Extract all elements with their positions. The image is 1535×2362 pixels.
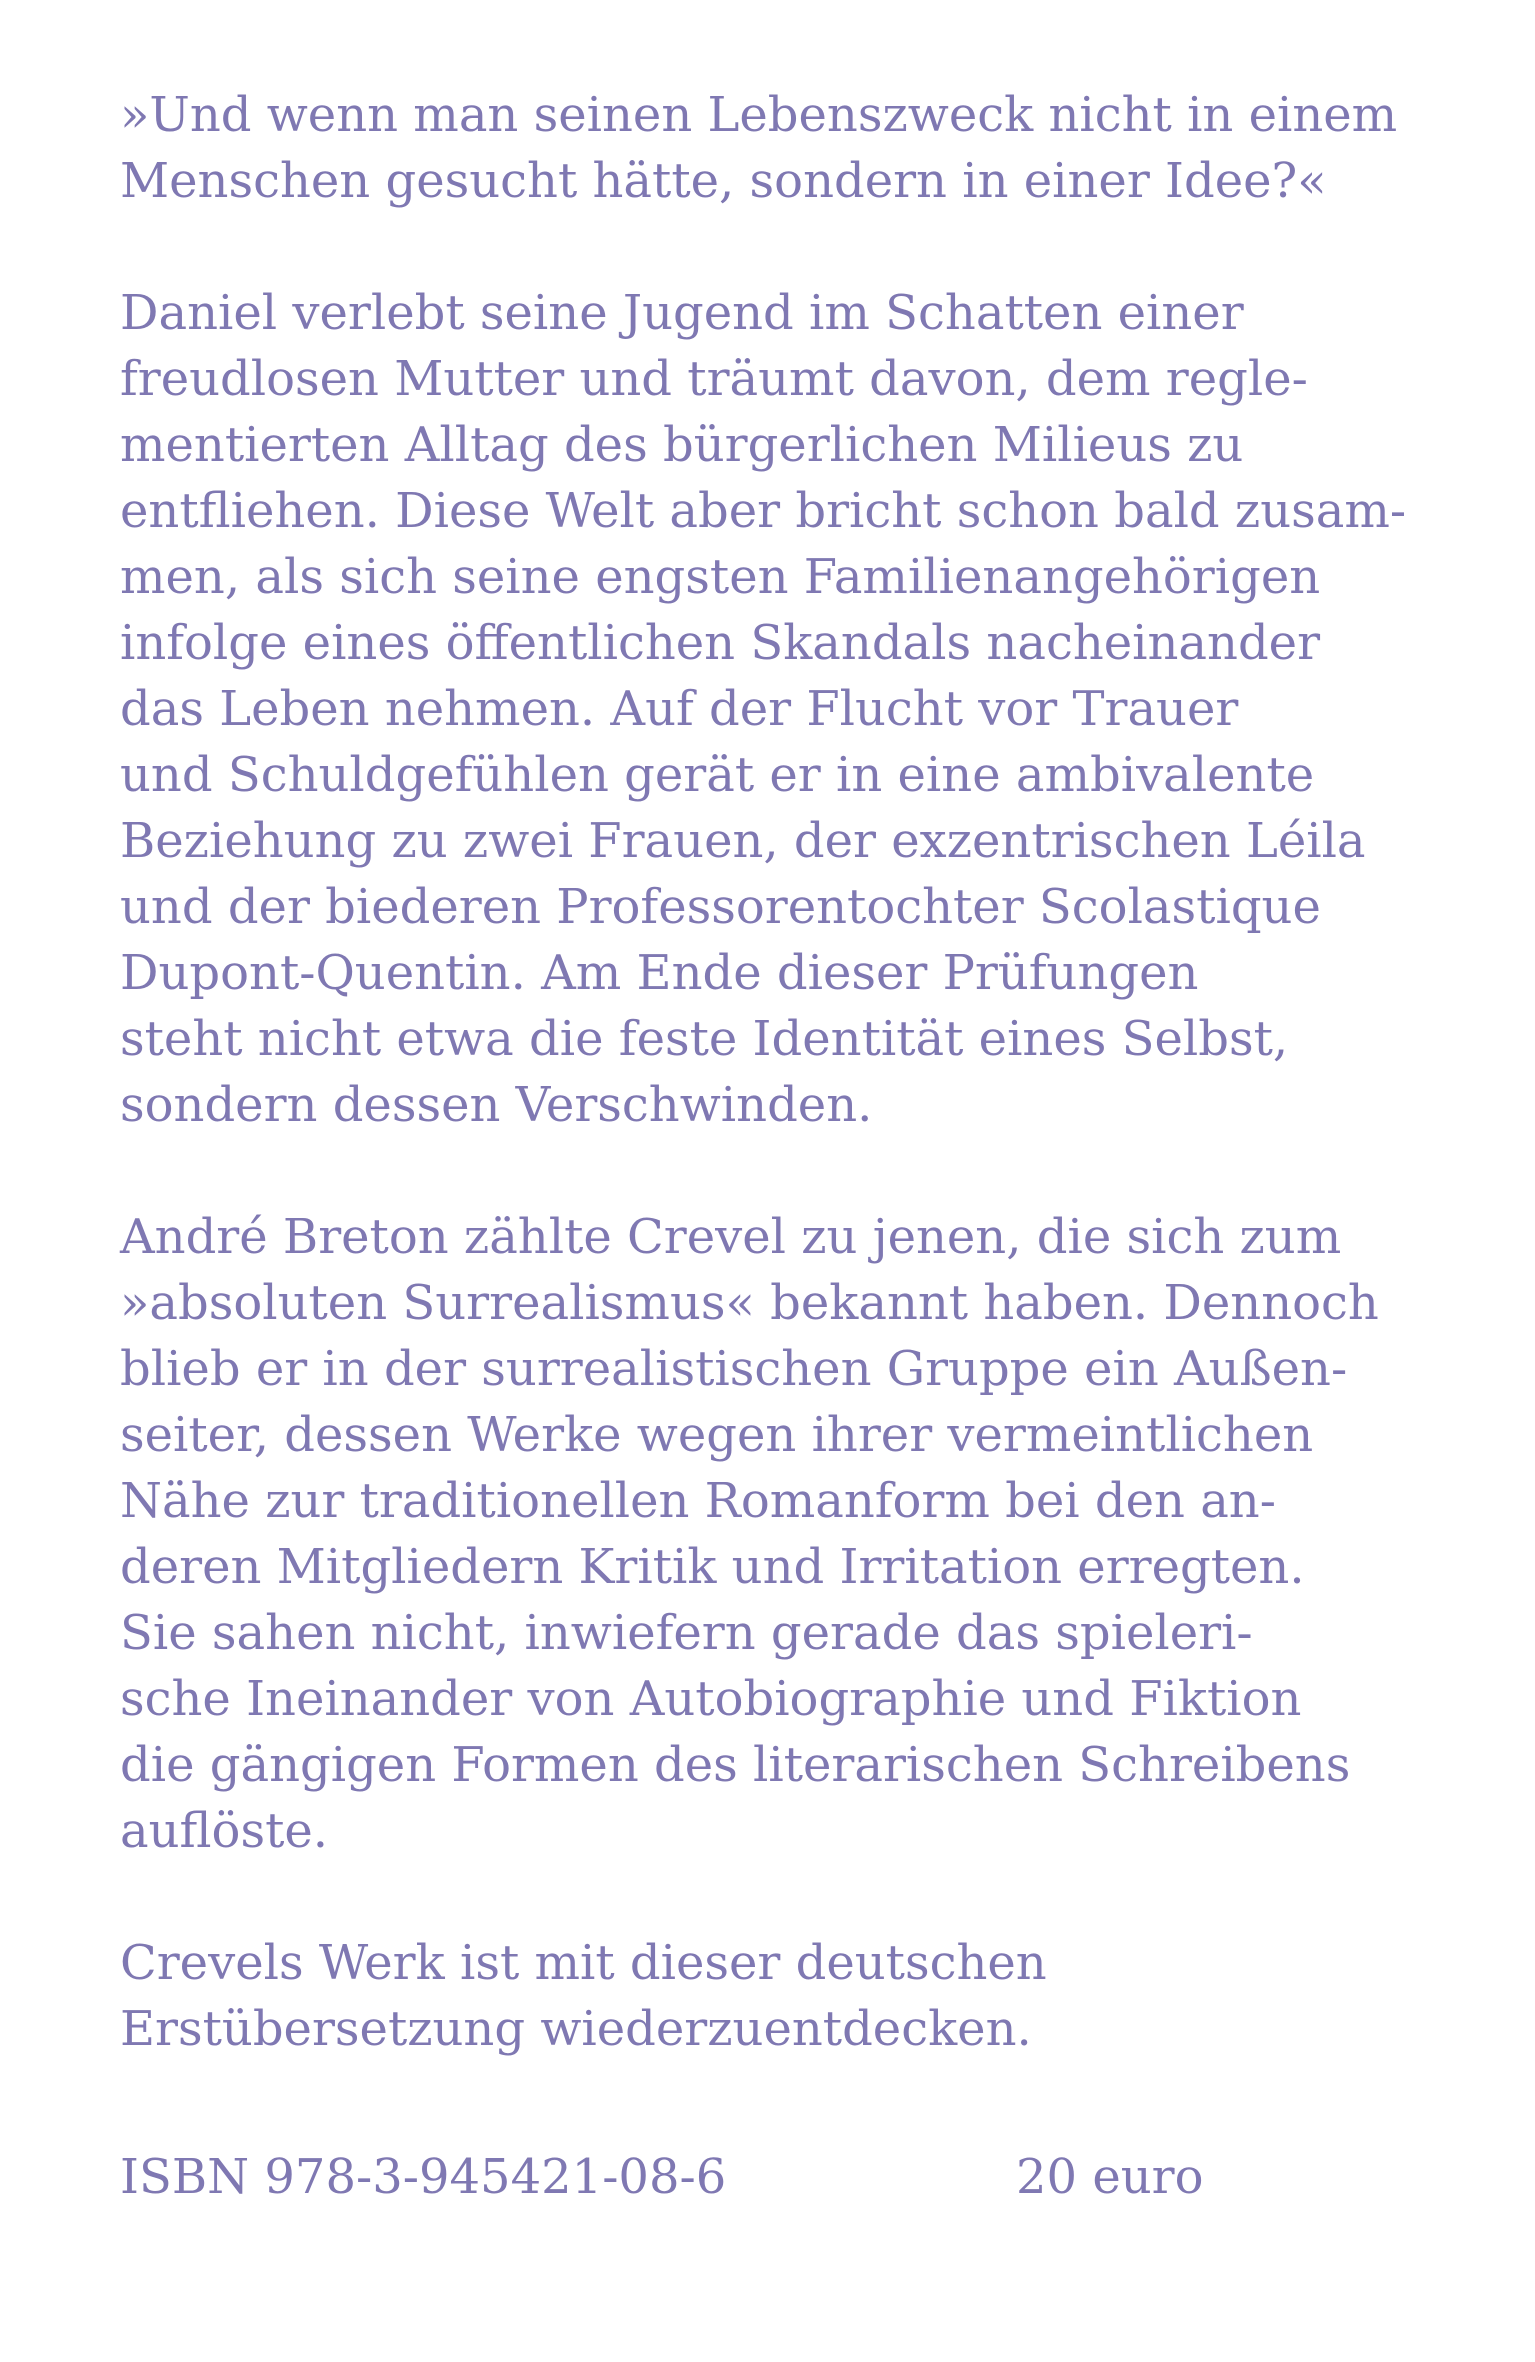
text-line: und Schuldgefühlen gerät er in eine ambivalente bbox=[120, 747, 1315, 803]
text-line: Beziehung zu zwei Frauen, der exzentrischen Léila bbox=[120, 813, 1366, 869]
text-line: deren Mitgliedern Kritik und Irritation erregten. bbox=[120, 1539, 1305, 1595]
paragraph-spacer bbox=[120, 1864, 1420, 1930]
isbn-label: ISBN 978-3-945421-08-6 bbox=[120, 2149, 727, 2205]
paragraph-spacer bbox=[120, 1138, 1420, 1204]
synopsis-paragraph bbox=[120, 280, 1420, 1138]
price-label: 20 euro bbox=[1016, 2149, 1204, 2205]
cover-footer bbox=[120, 2144, 1420, 2210]
text-line: »absoluten Surrealismus« bekannt haben. Dennoch bbox=[120, 1275, 1379, 1331]
text-line: seiter, dessen Werke wegen ihrer vermeintlichen bbox=[120, 1407, 1314, 1463]
blurb-text bbox=[120, 82, 1420, 2062]
text-line: mentierten Alltag des bürgerlichen Milieus zu bbox=[120, 417, 1244, 473]
text-line: Dupont-Quentin. Am Ende dieser Prüfungen bbox=[120, 945, 1199, 1001]
closing-paragraph bbox=[120, 1930, 1420, 2062]
text-line: blieb er in der surrealistischen Gruppe ein Außen- bbox=[120, 1341, 1348, 1397]
text-line: das Leben nehmen. Auf der Flucht vor Trauer bbox=[120, 681, 1239, 737]
text-line: und der biederen Professorentochter Scolastique bbox=[120, 879, 1321, 935]
text-line: Nähe zur traditionellen Romanform bei den an- bbox=[120, 1473, 1276, 1529]
paragraph-spacer bbox=[120, 214, 1420, 280]
text-line: Sie sahen nicht, inwiefern gerade das spieleri- bbox=[120, 1605, 1253, 1661]
text-line: entfliehen. Diese Welt aber bricht schon bald zusam- bbox=[120, 483, 1407, 539]
text-line: Crevels Werk ist mit dieser deutschen bbox=[120, 1935, 1047, 1991]
text-line: die gängigen Formen des literarischen Schreibens bbox=[120, 1737, 1351, 1793]
text-line: men, als sich seine engsten Familienangehörigen bbox=[120, 549, 1321, 605]
text-line: sche Ineinander von Autobiographie und Fiktion bbox=[120, 1671, 1302, 1727]
author-context-paragraph bbox=[120, 1204, 1420, 1864]
text-line: Erstübersetzung wiederzuentdecken. bbox=[120, 2001, 1032, 2057]
text-line: sondern dessen Verschwinden. bbox=[120, 1077, 873, 1133]
text-line: freudlosen Mutter und träumt davon, dem regle- bbox=[120, 351, 1308, 407]
text-line: Menschen gesucht hätte, sondern in einer Idee?« bbox=[120, 153, 1327, 209]
text-line: steht nicht etwa die feste Identität eines Selbst, bbox=[120, 1011, 1289, 1067]
text-line: André Breton zählte Crevel zu jenen, die sich zum bbox=[120, 1209, 1342, 1265]
text-line: »Und wenn man seinen Lebenszweck nicht in einem bbox=[120, 87, 1398, 143]
quote-paragraph bbox=[120, 82, 1420, 214]
text-line: Daniel verlebt seine Jugend im Schatten einer bbox=[120, 285, 1244, 341]
text-line: auflöste. bbox=[120, 1803, 329, 1859]
text-line: infolge eines öffentlichen Skandals nacheinander bbox=[120, 615, 1321, 671]
